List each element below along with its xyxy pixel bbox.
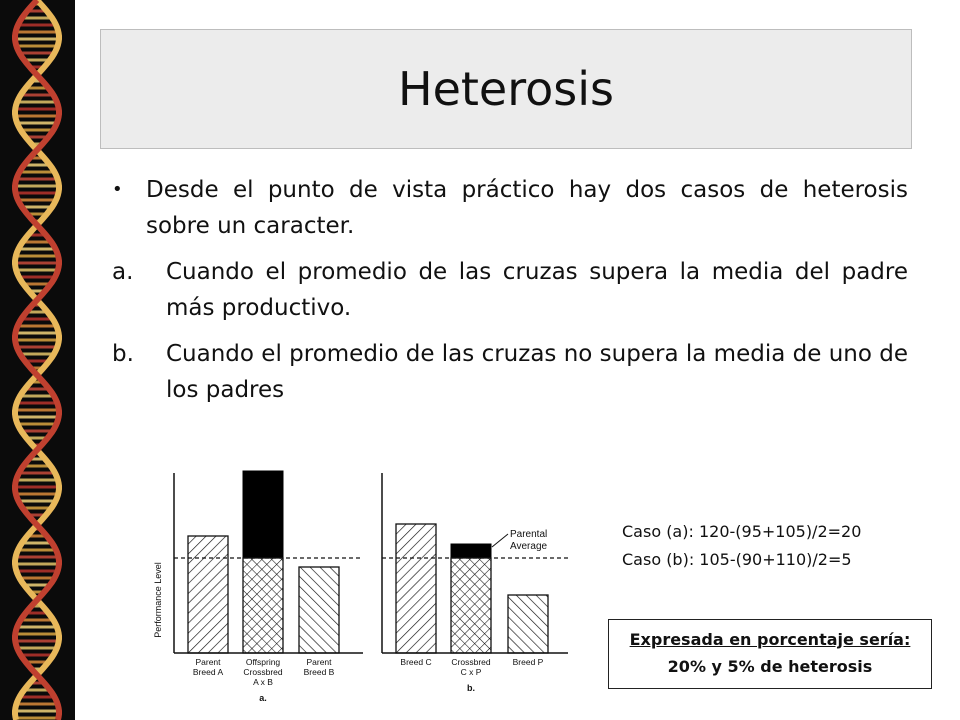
label-offspring-3: A x B (253, 677, 273, 687)
list-marker: b. (112, 341, 134, 367)
label-crossbred-2: C x P (460, 667, 482, 677)
label-breed-p: Breed P (512, 657, 544, 667)
average-label-line1: Parental (510, 529, 548, 540)
heterosis-figure (148, 465, 578, 720)
dna-helix-icon (0, 0, 75, 720)
average-label-line2: Average (510, 541, 548, 552)
bar-breed-p (508, 595, 548, 653)
slide-title: Heterosis (398, 62, 614, 116)
bar-breed-c (396, 524, 436, 653)
label-offspring-2: Crossbred (243, 667, 283, 677)
bullet-text: Desde el punto de vista práctico hay dos casos de heterosis sobre un caracter. (146, 177, 908, 239)
percentage-box (608, 619, 932, 689)
calc-line-b: Caso (b): 105-(90+110)/2=5 (622, 550, 852, 569)
panel-b-label: b. (467, 683, 475, 693)
label-parent-b-2: Breed B (303, 667, 335, 677)
y-axis-label: Performance Level (153, 562, 163, 638)
list-text: Cuando el promedio de las cruzas no supera la media de uno de los padres (166, 341, 908, 403)
slide-body (100, 172, 908, 418)
bar-parent-breed-b (299, 567, 339, 653)
percentage-line2: 20% y 5% de heterosis (667, 657, 873, 676)
dna-helix-decoration (0, 0, 75, 720)
percentage-line1: Expresada en porcentaje sería: (629, 630, 911, 649)
bullet-icon: • (112, 179, 123, 200)
panel-a-label: a. (259, 693, 267, 703)
list-marker: a. (112, 259, 134, 285)
label-breed-c: Breed C (400, 657, 432, 667)
calc-line-a: Caso (a): 120-(95+105)/2=20 (622, 522, 862, 541)
label-offspring-1: Offspring (245, 657, 281, 667)
list-text: Cuando el promedio de las cruzas supera la media del padre más productivo. (166, 259, 908, 321)
bar-offspring-crossbred (243, 558, 283, 653)
bar-parent-breed-a (188, 536, 228, 653)
bar-crossbred-heterosis (451, 544, 491, 558)
label-crossbred-1: Crossbred (451, 657, 491, 667)
bar-offspring-heterosis (243, 471, 283, 558)
title-box (100, 29, 912, 149)
bullet-item (100, 172, 908, 244)
list-item-a (100, 254, 908, 326)
label-parent-a-1: Parent (195, 657, 221, 667)
list-item-b (100, 336, 908, 408)
label-parent-a-2: Breed A (192, 667, 224, 677)
calculation-text (622, 518, 861, 574)
average-leader-line (492, 534, 508, 547)
label-parent-b-1: Parent (306, 657, 332, 667)
bar-crossbred-cxp (451, 558, 491, 653)
